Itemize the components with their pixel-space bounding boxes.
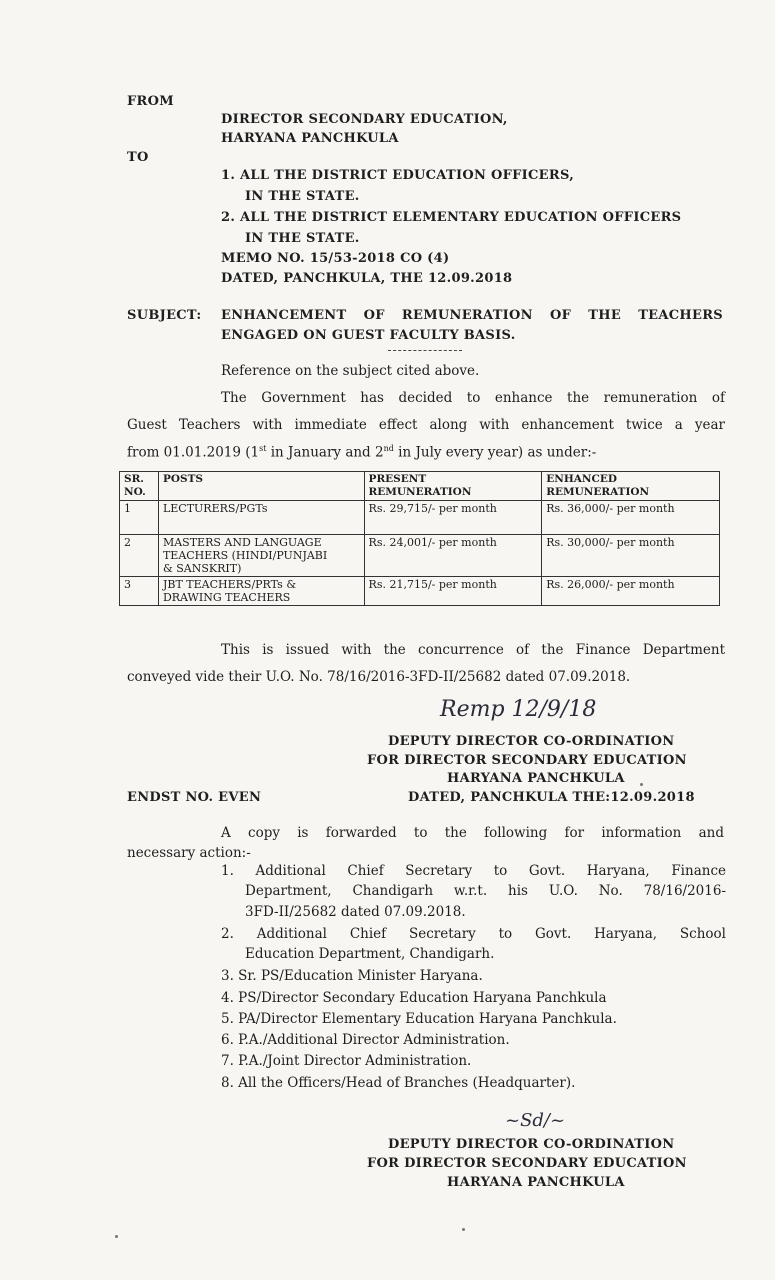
body-line3-part1: from 01.01.2019 (1 [127, 444, 260, 461]
signatory2-line1: DEPUTY DIRECTOR CO-ORDINATION [388, 1137, 675, 1152]
header-sr: SR. NO. [120, 472, 159, 501]
handwritten-signature: Remp 12/9/18 [440, 697, 597, 722]
sup-nd: nd [383, 444, 394, 453]
signatory1-line2: FOR DIRECTOR SECONDARY EDUCATION [367, 753, 687, 768]
signatory2-line2: FOR DIRECTOR SECONDARY EDUCATION [367, 1156, 687, 1171]
copy-list-item: 8. All the Officers/Head of Branches (Headquarter). [221, 1075, 576, 1091]
to-item1-line2: IN THE STATE. [245, 189, 360, 204]
copy-list-item: 1. Additional Chief Secretary to Govt. Haryana, Finance [221, 863, 726, 879]
copy-list-item: 5. PA/Director Elementary Education Haryana Panchkula. [221, 1011, 617, 1027]
cell-enhanced: Rs. 36,000/- per month [542, 501, 720, 535]
to-item2-line1: 2. ALL THE DISTRICT ELEMENTARY EDUCATION OFFICERS [221, 210, 682, 225]
from-label: FROM [127, 94, 174, 109]
body-line2: Guest Teachers with immediate effect along with enhancement twice a year [127, 417, 725, 433]
cell-post: MASTERS AND LANGUAGE TEACHERS (HINDI/PUNJABI & SANSKRIT) [158, 535, 364, 577]
table-header-row [120, 472, 720, 501]
copy-list-item: 6. P.A./Additional Director Administration. [221, 1032, 510, 1048]
concurrence-line1: This is issued with the concurrence of the Finance Department [221, 642, 725, 658]
sup-st: st [259, 444, 267, 453]
cell-enhanced: Rs. 30,000/- per month [542, 535, 720, 577]
to-item2-line2: IN THE STATE. [245, 231, 360, 246]
to-item1-line1: 1. ALL THE DISTRICT EDUCATION OFFICERS, [221, 168, 575, 183]
cell-sr: 2 [120, 535, 159, 577]
body-line3-part2: in January and 2 [266, 444, 384, 461]
header-posts: POSTS [158, 472, 364, 501]
concurrence-line2: conveyed vide their U.O. No. 78/16/2016-3FD-II/25682 dated 07.09.2018. [127, 669, 631, 685]
subject-line1: ENHANCEMENT OF REMUNERATION OF THE TEACHERS [221, 308, 723, 323]
body-line1: The Government has decided to enhance the remuneration of [221, 390, 725, 406]
endst-intro-line1: A copy is forwarded to the following for information and [221, 825, 724, 841]
scan-speck [640, 783, 643, 786]
header-present: PRESENT REMUNERATION [364, 472, 542, 501]
cell-enhanced: Rs. 26,000/- per month [542, 577, 720, 606]
cell-present: Rs. 24,001/- per month [364, 535, 542, 577]
to-label: TO [127, 150, 149, 165]
signatory2-line3: HARYANA PANCHKULA [447, 1175, 625, 1190]
subject-label: SUBJECT: [127, 308, 202, 323]
copy-list-item: 4. PS/Director Secondary Education Haryana Panchkula [221, 990, 607, 1006]
cell-post: JBT TEACHERS/PRTs & DRAWING TEACHERS [158, 577, 364, 606]
reference-line: Reference on the subject cited above. [221, 363, 480, 379]
endst-label: ENDST NO. EVEN [127, 790, 262, 805]
from-line2: HARYANA PANCHKULA [221, 131, 399, 146]
cell-present: Rs. 29,715/- per month [364, 501, 542, 535]
memo-number: MEMO NO. 15/53-2018 CO (4) [221, 251, 450, 266]
copy-list-item: 2. Additional Chief Secretary to Govt. Haryana, School [221, 926, 726, 942]
table-row [120, 577, 720, 606]
subject-line2: ENGAGED ON GUEST FACULTY BASIS. [221, 328, 516, 343]
memo-date: DATED, PANCHKULA, THE 12.09.2018 [221, 271, 513, 286]
body-line3 [127, 444, 596, 461]
table-row [120, 501, 720, 535]
cell-present: Rs. 21,715/- per month [364, 577, 542, 606]
signatory1-line1: DEPUTY DIRECTOR CO-ORDINATION [388, 734, 675, 749]
endst-intro-line2: necessary action:- [127, 845, 251, 861]
cell-sr: 1 [120, 501, 159, 535]
copy-list-item-cont: Education Department, Chandigarh. [245, 946, 495, 962]
subject-separator [388, 350, 462, 351]
copy-list-item: 7. P.A./Joint Director Administration. [221, 1053, 472, 1069]
cell-post: LECTURERS/PGTs [158, 501, 364, 535]
signatory1-date: DATED, PANCHKULA THE:12.09.2018 [408, 790, 695, 805]
remuneration-table [119, 471, 720, 606]
table-row [120, 535, 720, 577]
scan-speck [462, 1228, 465, 1231]
handwritten-signature-2: ~Sd/~ [505, 1110, 566, 1131]
copy-list-item-cont: Department, Chandigarh w.r.t. his U.O. No. 78/16/2016- [245, 883, 726, 899]
signatory1-line3: HARYANA PANCHKULA [447, 771, 625, 786]
scan-speck [115, 1235, 118, 1238]
copy-list-item-cont: 3FD-II/25682 dated 07.09.2018. [245, 904, 466, 920]
header-enhanced: ENHANCED REMUNERATION [542, 472, 720, 501]
from-line1: DIRECTOR SECONDARY EDUCATION, [221, 112, 508, 127]
copy-list-item: 3. Sr. PS/Education Minister Haryana. [221, 968, 483, 984]
body-line3-part3: in July every year) as under:- [393, 444, 597, 461]
cell-sr: 3 [120, 577, 159, 606]
